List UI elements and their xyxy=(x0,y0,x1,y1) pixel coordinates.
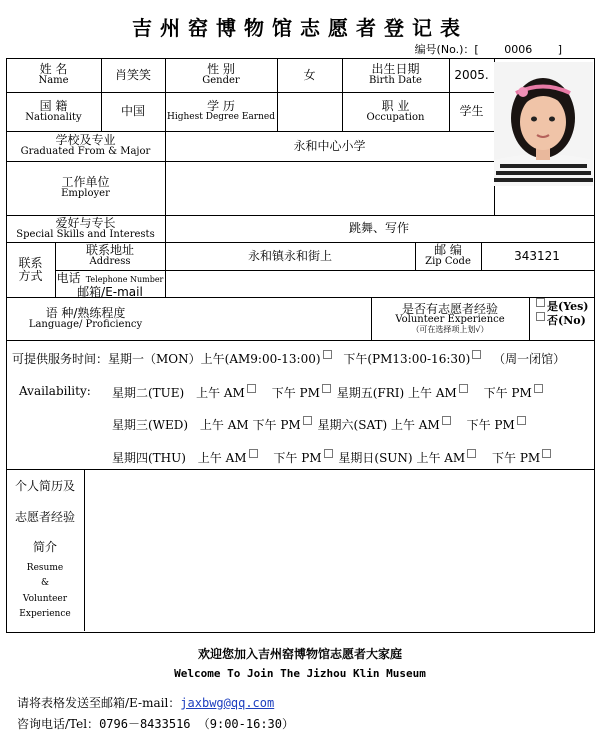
portrait-image xyxy=(494,62,593,186)
availability-row-tue: 星期二(TUE) 上午 AM 下午 PM 星期五(FRI) 上午 AM 下午 PM xyxy=(112,384,545,401)
form-title: 吉州窑博物馆志愿者登记表 xyxy=(132,16,468,40)
gender-value: 女 xyxy=(303,67,316,82)
birth-value: 2005. xyxy=(454,67,489,82)
address-label: 联系地址 Address xyxy=(85,243,134,268)
yes-checkbox[interactable] xyxy=(536,298,545,307)
applicant-photo xyxy=(494,62,593,186)
address-value: 永和镇永和街上 xyxy=(247,248,332,263)
degree-label: 学 历 Highest Degree Earned xyxy=(167,99,275,123)
resume-label: 个人简历及 志愿者经验 简介 Resume & Volunteer Experience xyxy=(14,479,75,620)
occupation-label: 职 业 Occupation xyxy=(366,98,425,123)
availability-row-thu: 星期四(THU) 上午 AM 下午 PM 星期日(SUN) 上午 AM 下午 PM xyxy=(112,449,553,466)
phone-email-label: 电话 Telephone Number 邮箱/E-mail xyxy=(56,270,164,299)
availability-label-en: Availability: xyxy=(19,384,91,398)
zip-value: 343121 xyxy=(514,248,560,263)
name-value: 肖笑笑 xyxy=(114,67,151,82)
degree-value xyxy=(277,92,342,131)
gender-label: 性 别 Gender xyxy=(202,62,240,87)
welcome-en: Welcome To Join The Jizhou Klin Museum xyxy=(174,667,426,680)
experience-label: 是否有志愿者经验 Volunteer Experience （可在选择项上划√） xyxy=(395,301,505,334)
welcome-zh: 欢迎您加入吉州窑博物馆志愿者大家庭 xyxy=(197,647,402,661)
serial-value: 0006 xyxy=(504,43,533,56)
skills-label: 爱好与专长 Special Skills and Interests xyxy=(16,215,155,240)
tel-line: 咨询电话/Tel：0796－8433516 （9:00-16:30） xyxy=(17,717,295,731)
nationality-label: 国 籍 Nationality xyxy=(25,98,82,123)
birth-label: 出生日期 Birth Date xyxy=(369,62,422,87)
yes-option[interactable]: 是(Yes) xyxy=(534,298,589,314)
availability-row-mon: 可提供服务时间：星期一（MON）上午(AM9:00-13:00) 下午(PM13:00-16:30) （周一闭馆） xyxy=(12,352,566,366)
email-line: 请将表格发送至邮箱/E-mail：jaxbwg@qq.com xyxy=(17,696,275,710)
no-checkbox[interactable] xyxy=(536,312,545,321)
zip-label: 邮 编 Zip Code xyxy=(425,243,471,268)
no-option[interactable]: 否(No) xyxy=(534,312,586,328)
employer-label: 工作单位 Employer xyxy=(61,175,110,200)
nationality-value: 中国 xyxy=(120,104,145,119)
availability-row-wed: 星期三(WED) 上午 AM 下午 PM 星期六(SAT) 上午 AM 下午 PM xyxy=(112,416,528,433)
email-link[interactable]: jaxbwg@qq.com xyxy=(180,696,275,710)
employer-value xyxy=(165,161,494,215)
school-value: 永和中心小学 xyxy=(293,138,366,153)
contact-label: 联系方式 xyxy=(18,255,43,283)
resume-field[interactable] xyxy=(85,470,593,630)
occupation-value: 学生 xyxy=(459,104,484,119)
language-label: 语 种/熟练程度 Language/ Proficiency xyxy=(28,305,143,330)
name-label: 姓 名 Name xyxy=(38,62,69,87)
skills-value: 跳舞、写作 xyxy=(348,221,409,236)
school-label: 学校及专业 Graduated From & Major xyxy=(20,133,151,158)
serial-number: 编号(No.)：[ 0006 ] xyxy=(414,43,562,56)
